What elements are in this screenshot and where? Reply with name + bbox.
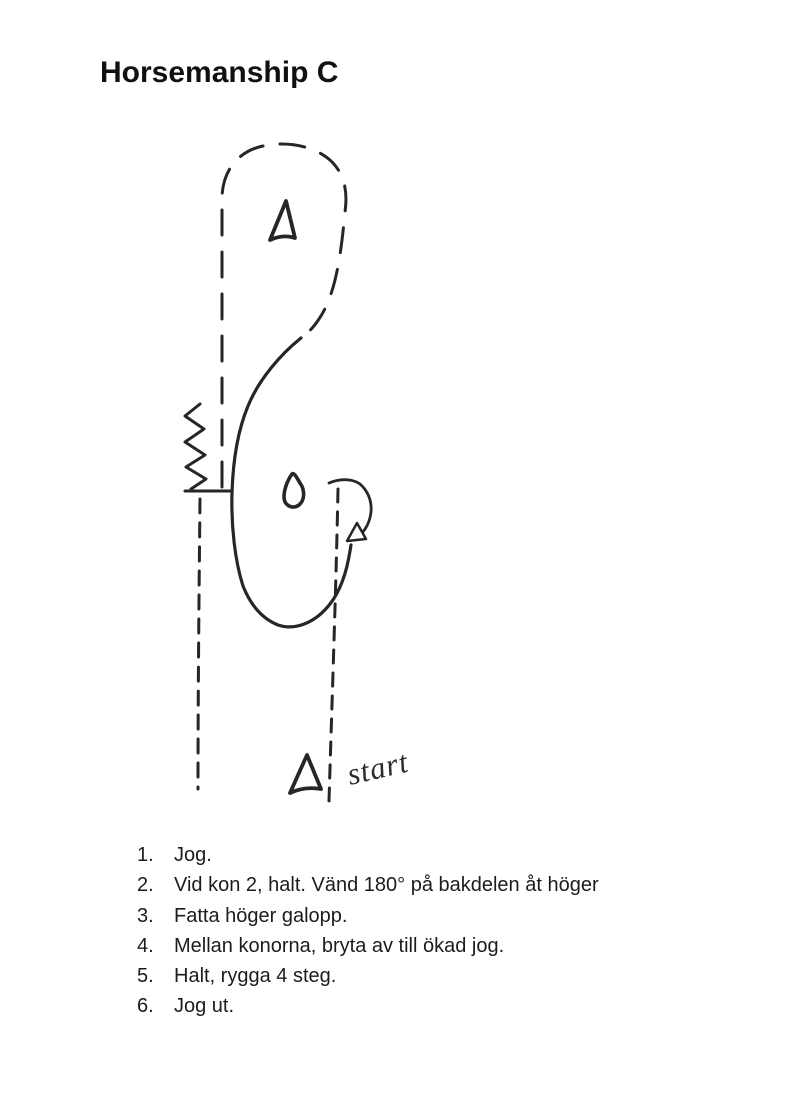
instruction-item-4 bbox=[137, 931, 697, 961]
instruction-text: Vid kon 2, halt. Vänd 180° på bakdelen åt höger bbox=[174, 874, 599, 897]
turn-arrow bbox=[329, 480, 371, 534]
jog-path-center-start bbox=[329, 489, 338, 801]
page-title: Horsemanship C bbox=[100, 56, 339, 89]
instruction-number: 2. bbox=[137, 874, 154, 897]
instructions-list bbox=[137, 840, 697, 1022]
instruction-item-1 bbox=[137, 840, 697, 870]
instruction-text: Halt, rygga 4 steg. bbox=[174, 965, 337, 988]
instruction-item-2 bbox=[137, 870, 697, 900]
instruction-text: Mellan konorna, bryta av till ökad jog. bbox=[174, 934, 505, 957]
pattern-diagram bbox=[0, 130, 520, 820]
instruction-text: Fatta höger galopp. bbox=[174, 904, 348, 927]
cone-3-icon bbox=[290, 755, 321, 793]
instruction-number: 6. bbox=[137, 995, 154, 1018]
jog-path-top-loop bbox=[222, 144, 346, 487]
turn-arrow-head-icon bbox=[347, 523, 366, 541]
instruction-number: 1. bbox=[137, 844, 154, 866]
instruction-text: Jog ut. bbox=[174, 995, 235, 1018]
instruction-number: 4. bbox=[137, 934, 154, 957]
instruction-item-5 bbox=[137, 961, 697, 991]
instruction-number: 3. bbox=[137, 904, 154, 927]
cone-2-icon bbox=[284, 474, 304, 507]
start-label: start bbox=[343, 743, 412, 792]
instruction-text: Jog. bbox=[174, 844, 212, 866]
cone-1-icon bbox=[270, 201, 295, 240]
instruction-number: 5. bbox=[137, 965, 154, 988]
instruction-item-6 bbox=[137, 991, 697, 1021]
instruction-item-3 bbox=[137, 901, 697, 931]
backup-zigzag-icon bbox=[185, 404, 206, 489]
jog-path-exit bbox=[198, 499, 200, 789]
